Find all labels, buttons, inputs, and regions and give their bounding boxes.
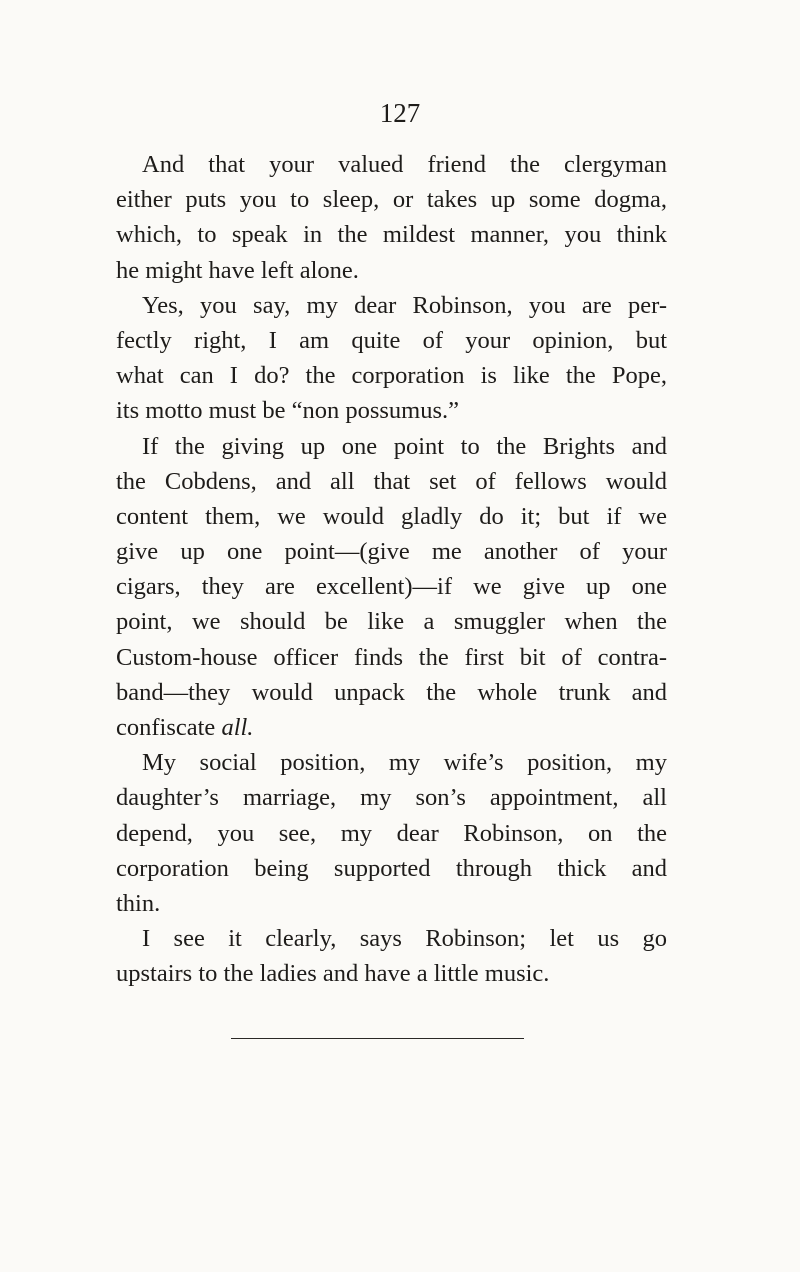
text-line: either puts you to sleep, or takes up some dogma, [116,186,667,214]
page-number: 127 [379,98,421,128]
text-line: depend, you see, my dear Robinson, on the [116,819,667,847]
text-line: band—they would unpack the whole trunk and [116,678,667,706]
italic-emphasis: all. [221,714,254,741]
text-line: what can I do? the corporation is like the Pope, [116,362,667,390]
text-line: its motto must be “non possumus.” [116,397,459,425]
text-line: If the giving up one point to the Brights and [142,432,667,460]
text-line: corporation being supported through thick and [116,854,667,882]
text-line: the Cobdens, and all that set of fellows would [116,467,667,495]
text-line: upstairs to the ladies and have a little music. [116,960,550,988]
text-line: he might have left alone. [116,256,359,284]
text-line: My social position, my wife’s position, my [142,749,667,777]
text-line: daughter’s marriage, my son’s appointment, all [116,784,667,812]
text-line: content them, we would gladly do it; but if we [116,502,667,530]
text-line: And that your valued friend the clergyman [142,151,667,178]
text-line: which, to speak in the mildest manner, you think [116,221,667,249]
text-line: thin. [116,889,161,917]
text-line: Custom-house officer finds the first bit of contra- [116,643,667,671]
text-line: fectly right, I am quite of your opinion, but [116,326,667,354]
text-line: cigars, they are excellent)—if we give up one [116,573,667,601]
text-line: point, we should be like a smuggler when the [116,608,667,636]
text-line: Yes, you say, my dear Robinson, you are per- [142,291,667,319]
text-line: I see it clearly, says Robinson; let us go [142,925,667,953]
text-line: give up one point—(give me another of your [116,538,667,566]
body-text [116,147,667,992]
horizontal-rule [231,1038,524,1039]
text-line-lead: confiscate [116,714,222,741]
text-line [116,710,667,745]
